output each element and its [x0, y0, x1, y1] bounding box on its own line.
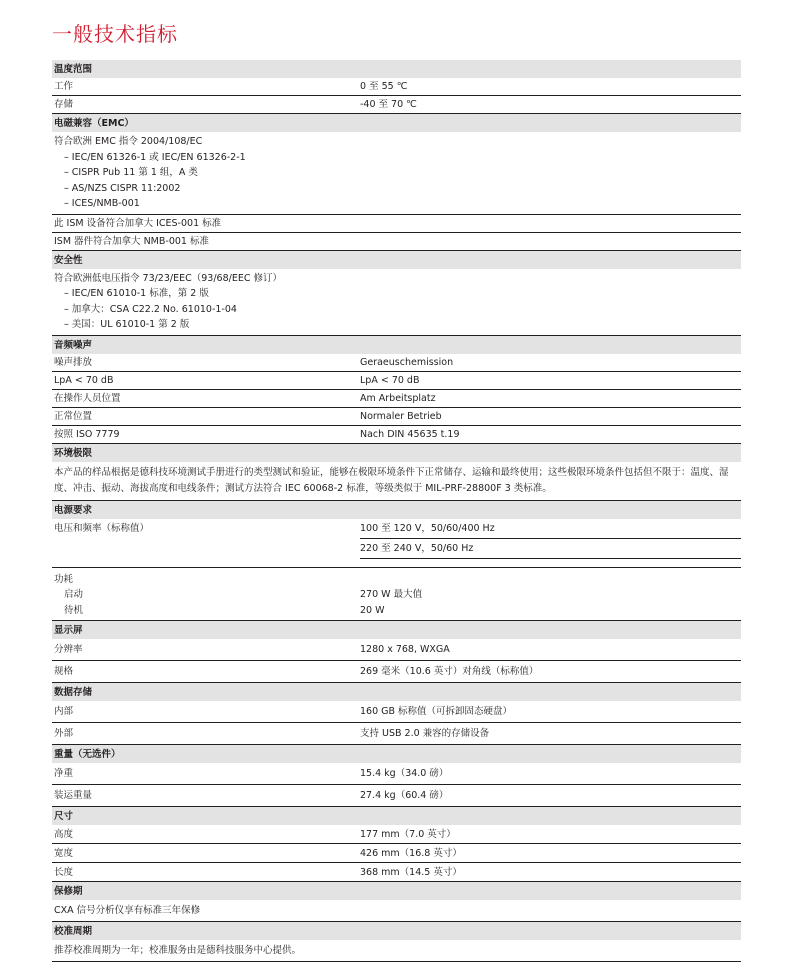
list-item: – AS/NZS CISPR 11:2002	[64, 182, 181, 194]
list-item: – 美国：UL 61010-1 第 2 版	[64, 319, 190, 330]
section-heading-temperature: 温度范围	[52, 60, 741, 78]
section-heading-calibration: 校准周期	[52, 922, 741, 940]
row-value: Am Arbeitsplatz	[360, 392, 436, 404]
table-row	[52, 825, 741, 844]
row-label: 宽度	[54, 848, 74, 859]
table-row	[52, 639, 741, 661]
calibration-text: 推荐校准周期为一年；校准服务由是德科技服务中心提供。	[54, 945, 302, 956]
voltage-label: 电压和频率（标称值）	[54, 522, 150, 534]
section-heading-safety: 安全性	[52, 251, 741, 269]
row-value: 426 mm（16.8 英寸）	[360, 848, 462, 859]
table-row	[52, 215, 741, 233]
row-value: LpA < 70 dB	[360, 374, 420, 386]
row-value: 269 毫米（10.6 英寸）对角线（标称值）	[360, 666, 539, 677]
table-row	[52, 233, 741, 251]
table-row	[52, 78, 741, 96]
list-item: 符合欧洲 EMC 指令 2004/108/EC	[54, 136, 203, 147]
row-label: 长度	[54, 867, 74, 878]
voltage-value-1: 100 至 120 V，50/60/400 Hz	[360, 519, 741, 539]
row-text: ISM 器件符合加拿大 NMB-001 标准	[54, 235, 209, 247]
startup-value: 270 W 最大值	[360, 589, 423, 600]
voltage-value-2: 220 至 240 V，50/60 Hz	[360, 539, 741, 559]
section-heading-emc: 电磁兼容（EMC）	[52, 114, 741, 132]
safety-compliance-block	[52, 269, 741, 336]
environment-paragraph: 本产品的样品根据是德科技环境测试手册进行的类型测试和验证，能够在极限环境条件下正常储存、运输和最终使用；这些极限环境条件包括但不限于：温度、湿度、冲击、振动、海拔高度和电线条件；测试方法符合 IEC 60068-2 标准，等级类似于 MIL-PRF-28800F 3 类标准。	[52, 462, 741, 501]
table-row	[52, 844, 741, 863]
row-value: 1280 x 768, WXGA	[360, 644, 450, 655]
row-label: 噪声排放	[54, 356, 93, 368]
table-row	[54, 603, 741, 619]
section-heading-dimensions: 尺寸	[52, 807, 741, 825]
list-item: – ICES/NMB-001	[64, 198, 140, 209]
row-label: 分辨率	[54, 644, 83, 655]
warranty-text: CXA 信号分析仪享有标准三年保修	[54, 905, 201, 916]
page-title: 一般技术指标	[52, 22, 178, 46]
list-item: 符合欧洲低电压指令 73/23/EEC（93/68/EEC 修订）	[54, 272, 282, 284]
table-row	[52, 723, 741, 745]
table-row	[52, 661, 741, 683]
row-value: Normaler Betrieb	[360, 410, 442, 422]
section-heading-noise: 音频噪声	[52, 336, 741, 354]
table-row	[52, 701, 741, 723]
table-row	[52, 539, 741, 559]
table-row	[52, 940, 741, 962]
row-label: 正常位置	[54, 410, 93, 422]
list-item: – 加拿大：CSA C22.2 No. 61010-1-04	[64, 303, 237, 315]
row-label: 净重	[54, 768, 74, 779]
row-text: 此 ISM 设备符合加拿大 ICES-001 标准	[54, 217, 222, 229]
standby-label: 待机	[64, 604, 84, 616]
table-row	[52, 863, 741, 882]
row-value: 0 至 55 ℃	[360, 81, 408, 92]
list-item: – CISPR Pub 11 第 1 组，A 类	[64, 167, 198, 178]
section-heading-storage: 数据存储	[52, 683, 741, 701]
section-heading-environment: 环境极限	[52, 444, 741, 462]
table-row	[52, 408, 741, 426]
row-value: 27.4 kg（60.4 磅）	[360, 790, 449, 801]
startup-label: 启动	[64, 589, 84, 600]
row-value: 160 GB 标称值（可拆卸固态硬盘）	[360, 706, 513, 717]
row-label: 外部	[54, 728, 74, 739]
standby-value: 20 W	[360, 604, 385, 616]
table-row	[52, 900, 741, 922]
section-heading-display: 显示屏	[52, 621, 741, 639]
table-row	[52, 785, 741, 807]
section-heading-warranty: 保修期	[52, 882, 741, 900]
section-heading-power: 电源要求	[52, 501, 741, 519]
list-item: – IEC/EN 61010-1 标准，第 2 版	[64, 288, 209, 299]
table-row	[52, 390, 741, 408]
table-row	[52, 519, 741, 539]
divider	[52, 559, 741, 568]
row-value: Geraeuschemission	[360, 356, 454, 368]
row-label: LpA < 70 dB	[54, 374, 114, 386]
row-label: 内部	[54, 706, 74, 717]
section-heading-weight: 重量（无选件）	[52, 745, 741, 763]
table-row	[54, 587, 741, 603]
row-value: 177 mm（7.0 英寸）	[360, 829, 456, 840]
row-value: 15.4 kg（34.0 磅）	[360, 768, 449, 779]
row-label: 工作	[54, 81, 74, 92]
emc-compliance-block	[52, 132, 741, 215]
table-row	[52, 426, 741, 444]
table-row	[52, 372, 741, 390]
row-label: 在操作人员位置	[54, 392, 121, 404]
row-label: 高度	[54, 829, 74, 840]
spec-table	[52, 60, 741, 962]
list-item: – IEC/EN 61326-1 或 IEC/EN 61326-2-1	[64, 151, 246, 163]
row-label: 规格	[54, 666, 74, 677]
power-consumption-block	[52, 568, 741, 622]
row-value: 支持 USB 2.0 兼容的存储设备	[360, 728, 490, 739]
row-label: 存储	[54, 99, 74, 110]
table-row	[52, 96, 741, 114]
row-value: -40 至 70 ℃	[360, 99, 417, 110]
consumption-label: 功耗	[54, 573, 74, 585]
row-value: 368 mm（14.5 英寸）	[360, 867, 462, 878]
table-row	[52, 763, 741, 785]
row-label: 装运重量	[54, 790, 93, 801]
row-value: Nach DIN 45635 t.19	[360, 428, 460, 440]
table-row	[52, 354, 741, 372]
row-label: 按照 ISO 7779	[54, 428, 120, 440]
